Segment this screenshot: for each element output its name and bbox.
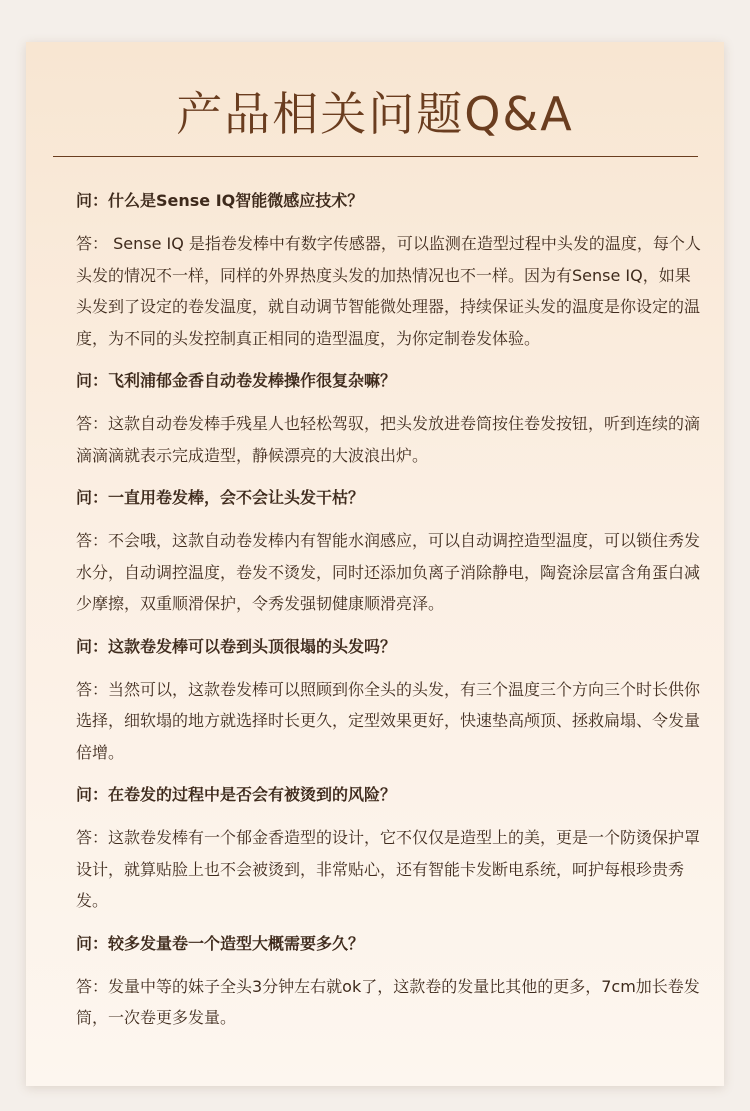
- answer: 答：发量中等的妹子全头3分钟左右就ok了，这款卷的发量比其他的更多，7cm加长卷发筒，一次卷更多发量。: [76, 976, 700, 1027]
- question: 问：什么是Sense IQ智能微感应技术？: [76, 191, 364, 210]
- question: 问：较多发量卷一个造型大概需要多久？: [76, 933, 365, 953]
- qa-card: [26, 42, 724, 1086]
- qa-item: [76, 485, 706, 620]
- question: 问：一直用卷发棒，会不会让头发干枯？: [76, 488, 365, 507]
- answer: 答： Sense IQ 是指卷发棒中有数字传感器，可以监测在造型过程中头发的温度，每个人头发的情况不一样，同样的外界热度头发的加热情况也不一样。因为有Sense IQ，如果头发到了设定的卷发温度，就自动调节智能微处理器，持续保证头发的温度是你设定的温度，为不同的头发控制真正相同的造型温度，为你定制卷发体验。: [76, 234, 701, 348]
- qa-item: [76, 782, 706, 917]
- answer: 答：这款卷发棒有一个郁金香造型的设计，它不仅仅是造型上的美，更是一个防烫保护罩设计，就算贴脸上也不会被烫到，非常贴心，还有智能卡发断电系统，呵护每根珍贵秀发。: [76, 828, 701, 910]
- qa-item: [76, 634, 706, 769]
- page-title: 产品相关问题Q&A: [176, 87, 574, 141]
- qa-item: [76, 368, 706, 471]
- question: 问：飞利浦郁金香自动卷发棒操作很复杂嘛？: [76, 371, 397, 390]
- answer: 答：当然可以，这款卷发棒可以照顾到你全头的头发，有三个温度三个方向三个时长供你选择，细软塌的地方就选择时长更久，定型效果更好，快速垫高颅顶、拯救扁塌、令发量倍增。: [76, 679, 701, 762]
- answer: 答：不会哦，这款自动卷发棒内有智能水润感应，可以自动调控造型温度，可以锁住秀发水分，自动调控温度，卷发不烫发，同时还添加负离子消除静电，陶瓷涂层富含角蛋白减少摩擦，双重顺滑保护，令秀发强韧健康顺滑亮泽。: [76, 531, 701, 613]
- qa-item: [76, 188, 706, 354]
- qa-list: [76, 188, 706, 1048]
- question: 问：在卷发的过程中是否会有被烫到的风险？: [76, 785, 397, 804]
- title-divider: [53, 156, 698, 157]
- question: 问：这款卷发棒可以卷到头顶很塌的头发吗？: [76, 636, 397, 656]
- qa-item: [76, 931, 706, 1034]
- answer: 答：这款自动卷发棒手残星人也轻松驾驭，把头发放进卷筒按住卷发按钮，听到连续的滴滴滴滴就表示完成造型，静候漂亮的大波浪出炉。: [76, 414, 701, 465]
